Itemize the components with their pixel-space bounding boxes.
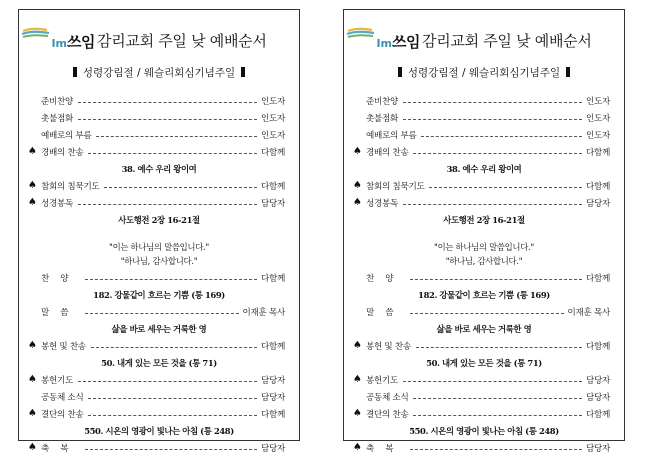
order-row-prep-praise [366, 94, 610, 108]
leader-dots [85, 279, 257, 280]
order-label: 말씀 [366, 308, 405, 318]
order-leader: 인도자 [585, 97, 610, 107]
bulletin-title [19, 30, 299, 52]
order-leader: 담당자 [585, 199, 610, 209]
order-label: 준비찬양 [366, 97, 399, 107]
square-marker-icon [241, 67, 245, 77]
order-leader: 인도자 [260, 97, 285, 107]
order-leader: 인도자 [260, 114, 285, 124]
spade-icon: ♠ [353, 180, 362, 191]
order-leader: 인도자 [585, 114, 610, 124]
order-row-offering-prayer [353, 373, 610, 387]
order-leader: 담당자 [585, 376, 610, 386]
order-label: 참회의 침묵기도 [366, 182, 425, 192]
spade-icon: ♠ [353, 340, 362, 351]
order-label: 참회의 침묵기도 [41, 182, 100, 192]
order-leader: 담당자 [260, 199, 285, 209]
order-label: 봉헌기도 [366, 376, 399, 386]
order-leader: 다함께 [260, 182, 285, 192]
order-label: 성경봉독 [41, 199, 74, 209]
scripture-reference: 사도행전 2장 16-21절 [443, 215, 525, 225]
leader-dots [78, 102, 257, 103]
order-leader: 다함께 [585, 342, 610, 352]
order-row-scripture [28, 196, 285, 210]
hymn-title: 182. 강물같이 흐르는 기쁨 (통 169) [93, 290, 225, 300]
subtitle-text: 성령강림절 / 웨슬리회심기념주일 [407, 67, 561, 79]
bulletin-page-left [18, 9, 300, 454]
order-label: 예배로의 부름 [366, 131, 417, 141]
order-label: 말씀 [41, 308, 80, 318]
order-leader: 다함께 [260, 342, 285, 352]
order-leader: 담당자 [585, 393, 610, 403]
order-label: 성경봉독 [366, 199, 399, 209]
order-leader: 인도자 [585, 131, 610, 141]
scripture-reference: 사도행전 2장 16-21절 [118, 215, 200, 225]
logo-name-text: 쓰임 [67, 33, 96, 51]
leader-dots [78, 119, 257, 120]
order-row-hymn-worship [28, 145, 285, 159]
leader-dots [416, 347, 582, 348]
order-row-candle [366, 111, 610, 125]
hymn-title: 550. 시온의 영광이 빛나는 아침 (통 248) [84, 426, 234, 436]
hymn-title: 182. 강물같이 흐르는 기쁨 (통 169) [418, 290, 550, 300]
leader-dots [403, 119, 582, 120]
response-line: "하나님, 감사합니다." [120, 256, 198, 266]
order-row-commitment-hymn [353, 407, 610, 421]
spade-icon: ♠ [353, 408, 362, 419]
order-leader: 다함께 [260, 410, 285, 420]
spade-icon: ♠ [353, 442, 362, 453]
spade-icon: ♠ [353, 374, 362, 385]
order-row-sermon [366, 305, 610, 319]
order-row-confession [353, 179, 610, 193]
title-text: 감리교회 주일 낮 예배순서 [97, 32, 267, 50]
order-label: 봉헌 및 찬송 [366, 342, 411, 352]
leader-dots [429, 187, 582, 188]
bulletin-subtitle [19, 65, 299, 80]
leader-dots [410, 279, 582, 280]
leader-dots [104, 187, 257, 188]
order-leader: 담당자 [260, 393, 285, 403]
order-label: 결단의 찬송 [366, 410, 409, 420]
order-label: 예배로의 부름 [41, 131, 92, 141]
leader-dots [403, 381, 582, 382]
leader-dots [91, 347, 257, 348]
order-label: 경배의 찬송 [41, 148, 84, 158]
hymn-title: 50. 내게 있는 모든 것을 (통 71) [426, 358, 542, 368]
response-line: "하나님, 감사합니다." [445, 256, 523, 266]
leader-dots [85, 449, 257, 450]
order-label: 촛불점화 [366, 114, 399, 124]
order-leader: 이재훈 목사 [242, 308, 285, 318]
order-row-candle [41, 111, 285, 125]
leader-dots [78, 204, 257, 205]
order-label: 찬양 [41, 274, 80, 284]
order-row-news [366, 390, 610, 404]
order-row-news [41, 390, 285, 404]
spade-icon: ♠ [353, 197, 362, 208]
hymn-title: 38. 예수 우리 왕이여 [446, 164, 522, 174]
leader-dots [403, 102, 582, 103]
leader-dots [410, 313, 564, 314]
bulletin-title [344, 30, 624, 52]
order-row-benediction [28, 441, 285, 455]
order-leader: 다함께 [585, 274, 610, 284]
bulletin-page-right [343, 9, 625, 454]
logo-im-text: Im [51, 37, 68, 50]
order-row-offering [353, 339, 610, 353]
square-marker-icon [566, 67, 570, 77]
leader-dots [88, 153, 257, 154]
order-leader: 다함께 [260, 148, 285, 158]
church-logo [376, 31, 420, 52]
order-label: 결단의 찬송 [41, 410, 84, 420]
order-label: 축복 [366, 444, 405, 454]
order-leader: 이재훈 목사 [567, 308, 610, 318]
spade-icon: ♠ [353, 146, 362, 157]
spade-icon: ♠ [28, 408, 37, 419]
sermon-title: 삶을 바로 세우는 거룩한 영 [111, 324, 207, 334]
order-label: 찬양 [366, 274, 405, 284]
order-row-offering [28, 339, 285, 353]
leader-dots [78, 381, 257, 382]
order-row-commitment-hymn [28, 407, 285, 421]
order-label: 경배의 찬송 [366, 148, 409, 158]
hymn-title: 550. 시온의 영광이 빛나는 아침 (통 248) [409, 426, 559, 436]
order-row-call [366, 128, 610, 142]
order-label: 공동체 소식 [41, 393, 84, 403]
hymn-title: 38. 예수 우리 왕이여 [121, 164, 197, 174]
spade-icon: ♠ [28, 374, 37, 385]
order-label: 준비찬양 [41, 97, 74, 107]
order-row-offering-prayer [28, 373, 285, 387]
order-row-scripture [353, 196, 610, 210]
leader-dots [96, 136, 257, 137]
square-marker-icon [398, 67, 402, 77]
order-row-confession [28, 179, 285, 193]
church-logo [51, 31, 95, 52]
hymn-title: 50. 내게 있는 모든 것을 (통 71) [101, 358, 217, 368]
order-label: 공동체 소식 [366, 393, 409, 403]
logo-name-text: 쓰임 [392, 33, 421, 51]
order-row-praise [41, 271, 285, 285]
spade-icon: ♠ [28, 180, 37, 191]
subtitle-text: 성령강림절 / 웨슬리회심기념주일 [82, 67, 236, 79]
leader-dots [413, 415, 582, 416]
bulletin-subtitle [344, 65, 624, 80]
title-text: 감리교회 주일 낮 예배순서 [422, 32, 592, 50]
order-leader: 다함께 [260, 274, 285, 284]
order-row-benediction [353, 441, 610, 455]
logo-im-text: Im [376, 37, 393, 50]
order-leader: 담당자 [260, 376, 285, 386]
leader-dots [88, 415, 257, 416]
order-leader: 인도자 [260, 131, 285, 141]
order-leader: 다함께 [585, 148, 610, 158]
order-label: 축복 [41, 444, 80, 454]
response-line: "이는 하나님의 말씀입니다." [109, 242, 209, 252]
spade-icon: ♠ [28, 340, 37, 351]
order-label: 봉헌 및 찬송 [41, 342, 86, 352]
leader-dots [421, 136, 582, 137]
leader-dots [88, 398, 257, 399]
order-label: 봉헌기도 [41, 376, 74, 386]
spade-icon: ♠ [28, 197, 37, 208]
leader-dots [403, 204, 582, 205]
square-marker-icon [73, 67, 77, 77]
leader-dots [413, 153, 582, 154]
order-row-call [41, 128, 285, 142]
order-leader: 다함께 [585, 410, 610, 420]
order-label: 촛불점화 [41, 114, 74, 124]
leader-dots [413, 398, 582, 399]
spade-icon: ♠ [28, 442, 37, 453]
leader-dots [85, 313, 239, 314]
spade-icon: ♠ [28, 146, 37, 157]
sermon-title: 삶을 바로 세우는 거룩한 영 [436, 324, 532, 334]
leader-dots [410, 449, 582, 450]
order-row-praise [366, 271, 610, 285]
order-leader: 다함께 [585, 182, 610, 192]
order-leader: 담당자 [260, 444, 285, 454]
order-row-hymn-worship [353, 145, 610, 159]
order-row-sermon [41, 305, 285, 319]
response-line: "이는 하나님의 말씀입니다." [434, 242, 534, 252]
order-leader: 담당자 [585, 444, 610, 454]
order-row-prep-praise [41, 94, 285, 108]
